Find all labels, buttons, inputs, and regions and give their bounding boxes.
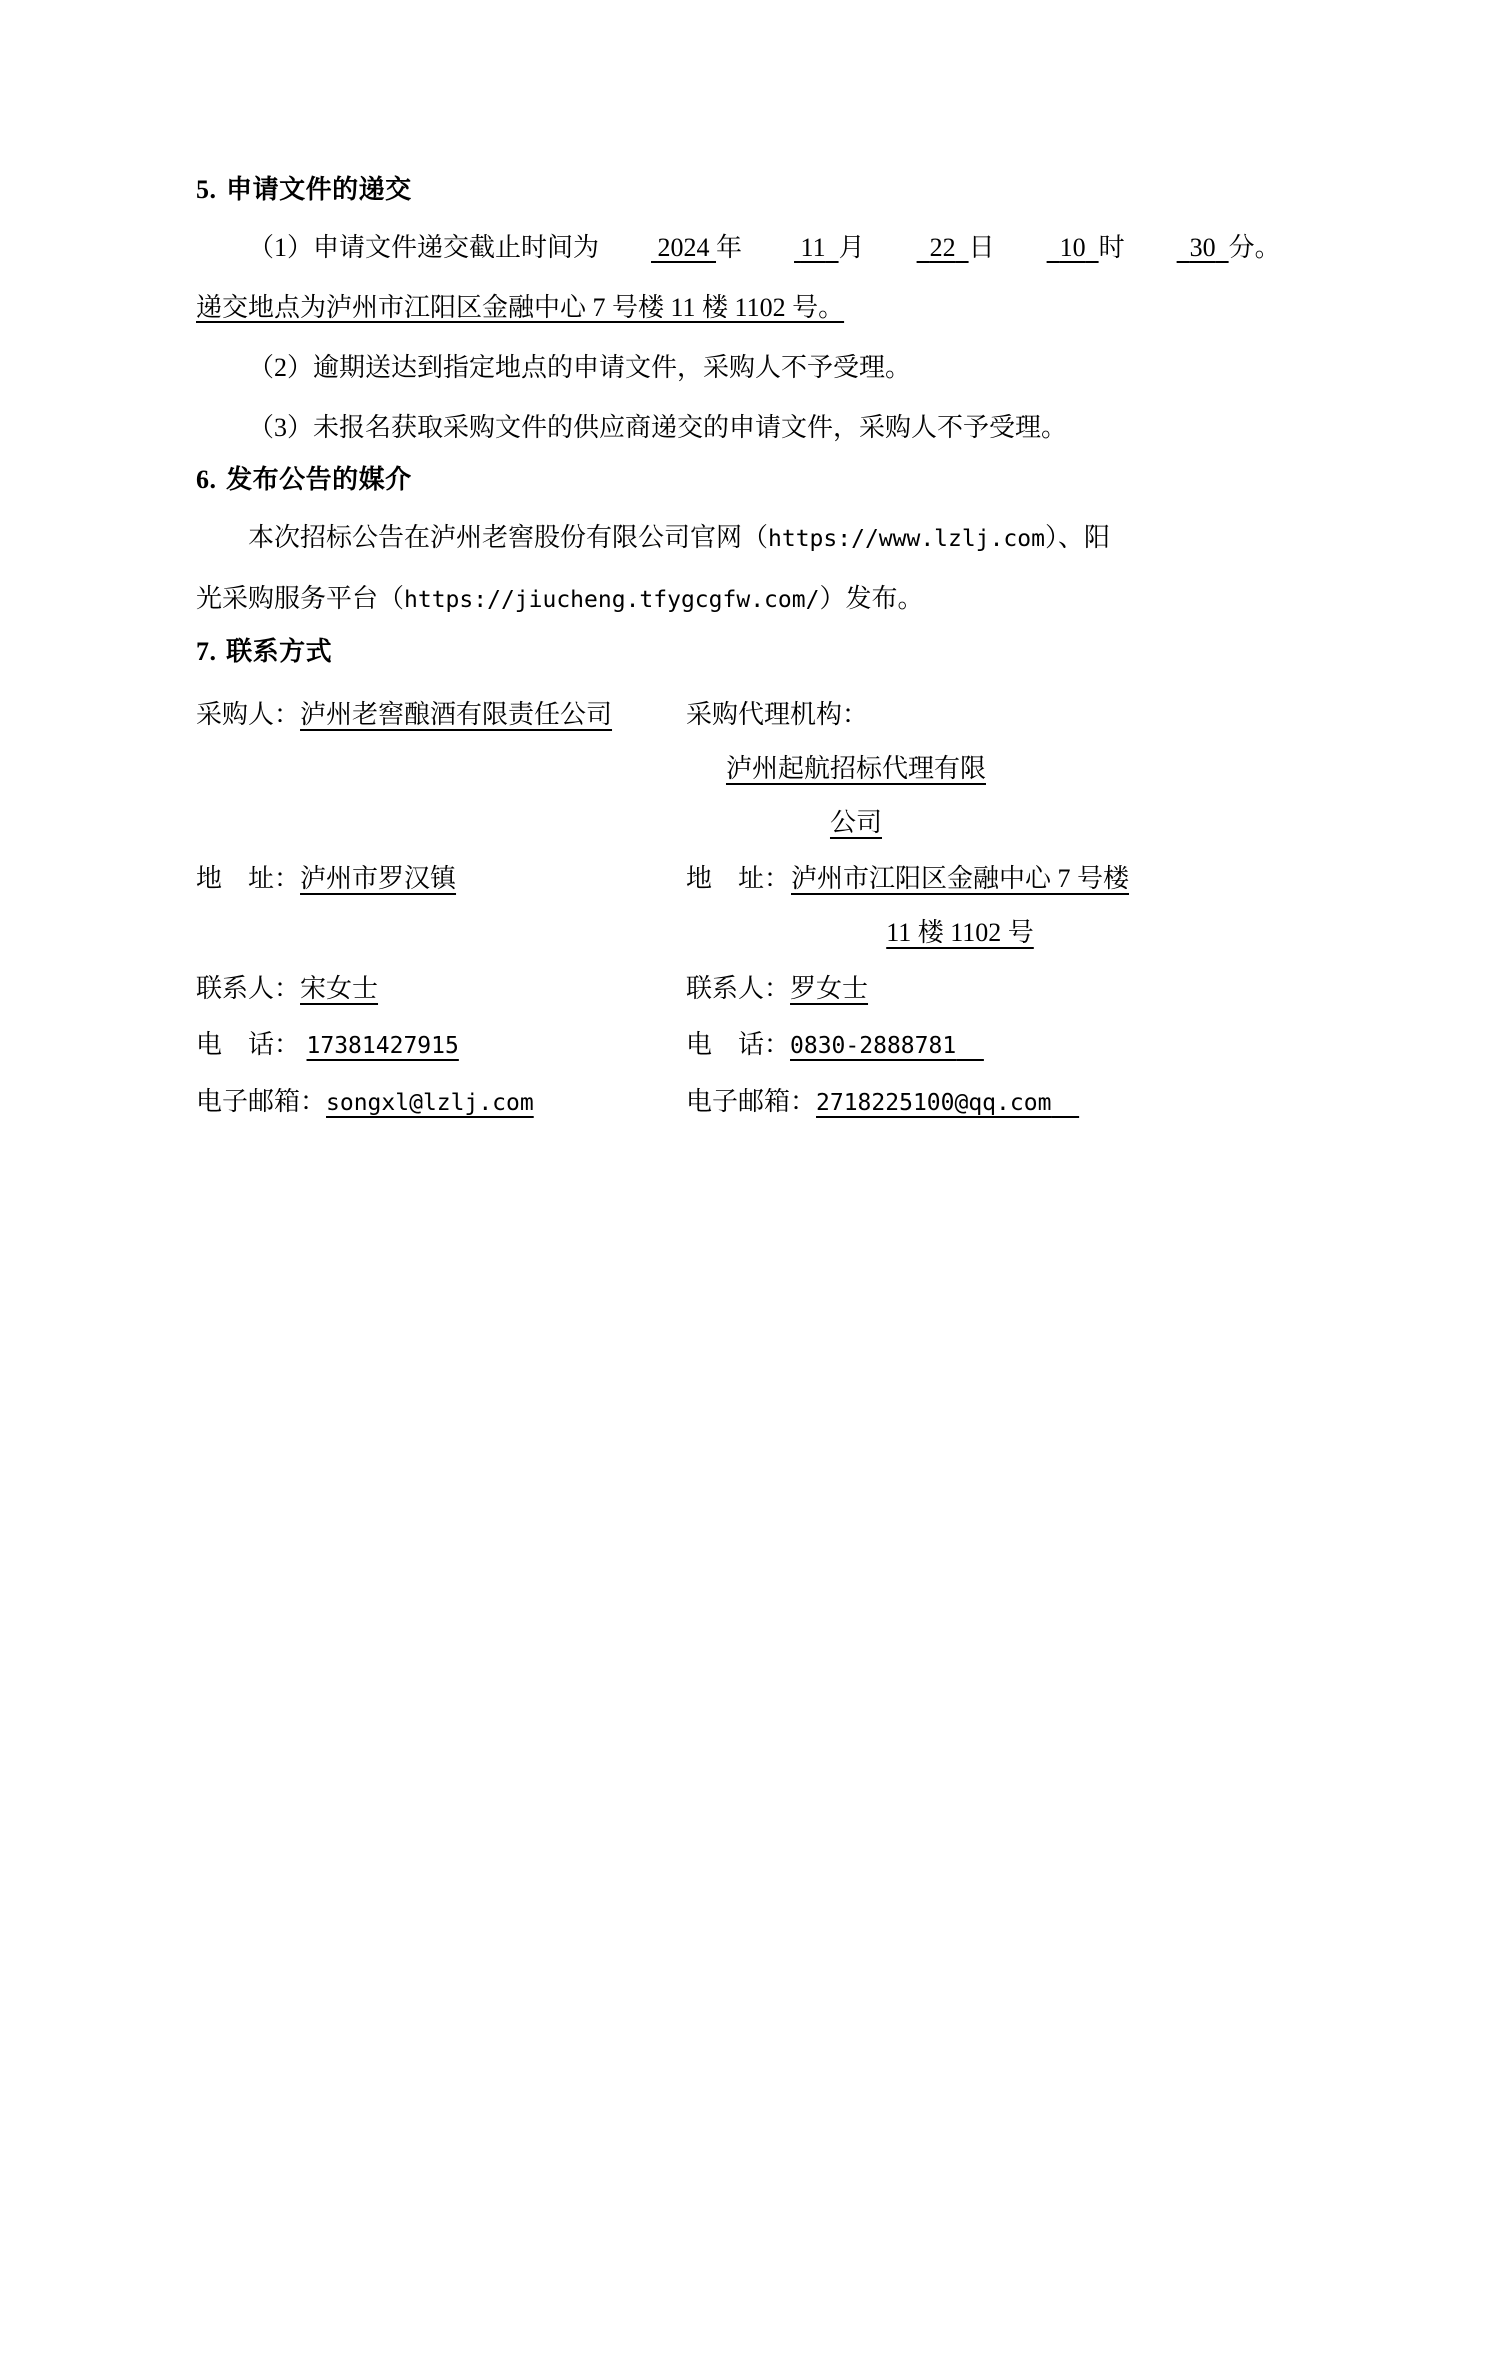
contact-row-phone <box>196 1018 1306 1073</box>
deadline-hour: 10 <box>1059 233 1086 262</box>
section-heading-7 <box>196 630 1306 674</box>
purchaser-address <box>196 852 646 906</box>
deadline-month: 11 <box>800 233 826 262</box>
agency-role-value <box>686 742 1026 850</box>
agency-phone-field <box>686 1018 1156 1073</box>
agency-address-value <box>790 852 1130 960</box>
media-url-lzlj[interactable]: https://www.lzlj.com <box>768 526 1045 552</box>
section-heading-5 <box>196 168 1306 212</box>
agency-address <box>686 852 1156 960</box>
purchaser-phone-label: 电 话： <box>196 1030 301 1059</box>
purchaser-email-field <box>196 1075 646 1130</box>
agency-person <box>686 962 1156 1016</box>
deadline-day: 22 <box>929 233 956 262</box>
section-title-7: 联系方式 <box>226 637 333 667</box>
agency-org-field <box>686 688 1156 850</box>
contact-row-address <box>196 852 1306 960</box>
deadline-minute: 30 <box>1189 233 1216 262</box>
purchaser-address-label: 地 址： <box>196 864 301 893</box>
agency-person-field <box>686 962 1156 1016</box>
purchaser-phone-value: 17381427915 <box>306 1033 459 1059</box>
media-text-3: 光采购服务平台（ <box>196 584 405 613</box>
agency-phone-label: 电 话： <box>686 1030 791 1059</box>
purchaser-address-field <box>196 852 646 906</box>
agency-address-field <box>686 852 1156 960</box>
media-text-4: ）发布。 <box>819 584 924 613</box>
agency-phone <box>686 1018 1156 1073</box>
unit-year: 年 <box>716 233 743 262</box>
unit-day: 日 <box>968 233 995 262</box>
paragraph-5-1-prefix: （1）申请文件递交截止时间为 <box>248 233 600 262</box>
paragraph-5-2: （2）逾期送达到指定地点的申请文件，采购人不予受理。 <box>248 353 912 382</box>
section-heading-6 <box>196 458 1306 502</box>
media-text-1: 本次招标公告在泸州老窖股份有限公司官网（ <box>248 523 769 552</box>
purchaser-address-value: 泸州市罗汉镇 <box>300 864 457 893</box>
purchaser-role-label: 采购人： <box>196 700 301 729</box>
agency-person-value: 罗女士 <box>790 974 869 1003</box>
contact-row-organisation <box>196 688 1306 850</box>
purchaser-email-label: 电子邮箱： <box>196 1087 327 1116</box>
agency-address-value-line2: 11 楼 1102 号 <box>886 918 1034 947</box>
agency-org <box>686 688 1156 850</box>
purchaser-org-field <box>196 688 646 742</box>
purchaser-person-label: 联系人： <box>196 974 301 1003</box>
agency-role-label: 采购代理机构： <box>686 700 869 729</box>
purchaser-email-value[interactable]: songxl@lzlj.com <box>326 1090 534 1116</box>
agency-email-field <box>686 1075 1156 1130</box>
section-number-5: 5. <box>196 175 217 204</box>
agency-role-value-line2: 公司 <box>829 808 882 837</box>
agency-email <box>686 1075 1156 1130</box>
paragraph-5-1-location <box>196 278 1306 338</box>
paragraph-6-line2 <box>196 569 1306 630</box>
paragraph-5-3: （3）未报名获取采购文件的供应商递交的申请文件，采购人不予受理。 <box>248 413 1068 442</box>
contact-row-email <box>196 1075 1306 1130</box>
agency-person-label: 联系人： <box>686 974 791 1003</box>
paragraph-6-line1 <box>196 508 1306 569</box>
paragraph-5-1 <box>196 218 1306 278</box>
agency-email-value[interactable]: 2718225100@qq.com <box>816 1090 1052 1116</box>
agency-role-value-line1: 泸州起航招标代理有限 <box>725 754 986 783</box>
deadline-year: 2024 <box>657 233 710 262</box>
section-title-5: 申请文件的递交 <box>226 175 412 205</box>
agency-address-value-line1: 泸州市江阳区金融中心 7 号楼 <box>791 864 1130 893</box>
media-url-jiucheng[interactable]: https://jiucheng.tfygcgfw.com/ <box>404 587 820 613</box>
purchaser-person-value: 宋女士 <box>300 974 379 1003</box>
agency-phone-value: 0830-2888781 <box>790 1033 957 1059</box>
agency-address-label: 地 址： <box>686 864 791 893</box>
agency-email-label: 电子邮箱： <box>686 1087 817 1116</box>
unit-month: 月 <box>838 233 865 262</box>
document-content <box>196 168 1306 1132</box>
contact-row-person <box>196 962 1306 1016</box>
unit-minute: 分。 <box>1228 233 1281 262</box>
section-number-7: 7. <box>196 637 217 666</box>
purchaser-role-value: 泸州老窖酿酒有限责任公司 <box>300 700 613 729</box>
submission-location: 递交地点为泸州市江阳区金融中心 7 号楼 11 楼 1102 号。 <box>196 293 845 322</box>
contacts-block <box>196 688 1306 1130</box>
unit-hour: 时 <box>1098 233 1125 262</box>
purchaser-person <box>196 962 646 1016</box>
media-text-2: ）、阳 <box>1044 523 1110 552</box>
purchaser-email <box>196 1075 646 1130</box>
purchaser-person-field <box>196 962 646 1016</box>
purchaser-phone-field <box>196 1018 646 1073</box>
purchaser-org <box>196 688 646 742</box>
section-title-6: 发布公告的媒介 <box>226 465 412 495</box>
purchaser-phone <box>196 1018 646 1073</box>
section-number-6: 6. <box>196 465 217 494</box>
